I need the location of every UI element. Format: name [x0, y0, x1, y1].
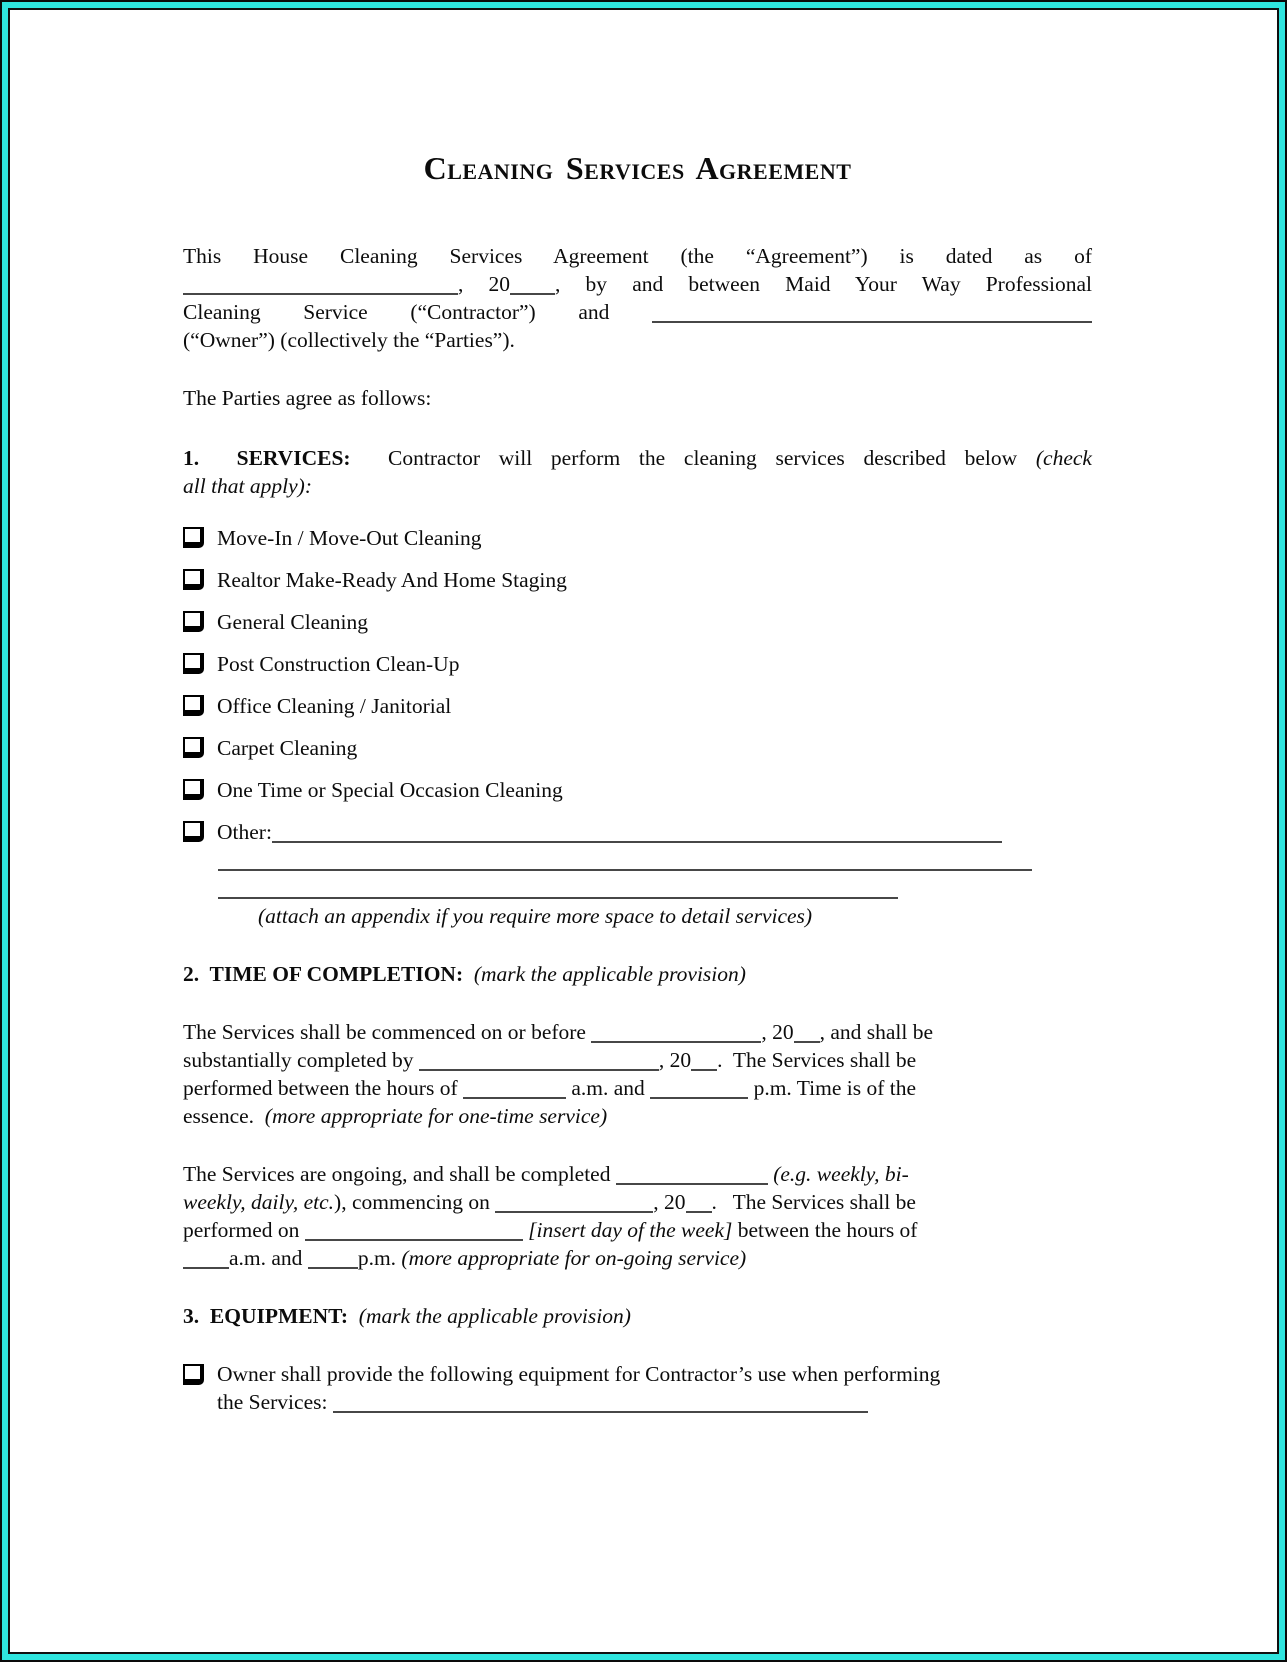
intro-line: [183, 242, 1092, 270]
text-run: weekly, daily, etc.: [183, 1190, 335, 1214]
fill-in-blank[interactable]: [463, 1083, 566, 1099]
one-time-paragraph: [183, 1018, 1092, 1130]
text-run: 1. SERVICES:: [183, 446, 351, 470]
text-run: . The Services shall be: [717, 1048, 917, 1072]
service-label: Office Cleaning / Janitorial: [217, 694, 452, 718]
services-checklist: [183, 524, 1092, 846]
fill-in-blank[interactable]: [510, 279, 555, 295]
text-run: , by and between Maid Your Way Professional: [555, 272, 1093, 296]
service-label: Carpet Cleaning: [217, 736, 358, 760]
text-run: . The Services shall be: [711, 1190, 916, 1214]
checkbox-icon[interactable]: [183, 527, 204, 548]
fill-in-blank[interactable]: [305, 1225, 523, 1241]
page-content: [8, 8, 1279, 1654]
para-line: [183, 1102, 1092, 1130]
text-run: This House Cleaning Services Agreement (the “Agreement”) is dated as of: [183, 244, 1092, 268]
text-run: a.m. and: [229, 1246, 308, 1270]
text-run: (more appropriate for one-time service): [264, 1104, 608, 1128]
checkbox-icon[interactable]: [183, 611, 204, 632]
text-run: Cleaning Service (“Contractor”) and: [183, 300, 652, 324]
text-run: The Services shall be commenced on or before: [183, 1020, 592, 1044]
service-label: [217, 820, 1002, 844]
fill-in-blank[interactable]: [183, 279, 458, 295]
text-run: , 20: [653, 1190, 686, 1214]
para-line: [183, 1046, 1092, 1074]
service-label: One Time or Special Occasion Cleaning: [217, 778, 563, 802]
text-run: ), commencing on: [334, 1190, 496, 1214]
fill-in-blank[interactable]: [183, 1253, 229, 1269]
text-run: (more appropriate for on-going service): [401, 1246, 747, 1270]
fill-in-blank[interactable]: [686, 1197, 712, 1213]
intro-line: [183, 270, 1092, 298]
equipment-checkbox-row: [183, 1360, 1092, 1416]
para-line: [183, 1244, 1092, 1272]
checkbox-icon[interactable]: [183, 1364, 204, 1385]
document-title: Cleaning Services Agreement: [423, 150, 852, 186]
service-label: Move-In / Move-Out Cleaning: [217, 526, 482, 550]
text-run: between the hours of: [732, 1218, 918, 1242]
service-label: General Cleaning: [217, 610, 369, 634]
parties-agree-line: The Parties agree as follows:: [183, 386, 432, 410]
fill-in-blank[interactable]: [650, 1083, 748, 1099]
section1-heading-line: [183, 472, 1092, 500]
fill-in-blank[interactable]: [616, 1169, 768, 1185]
service-label: Post Construction Clean-Up: [217, 652, 460, 676]
other-continuation-line: [218, 874, 1092, 902]
para-line: [183, 1188, 1092, 1216]
text-run: p.m. Time is of the: [748, 1076, 917, 1100]
fill-in-blank[interactable]: [591, 1027, 761, 1043]
para-line: [183, 1074, 1092, 1102]
fill-in-blank[interactable]: [218, 855, 1032, 871]
text-run: substantially completed by: [183, 1048, 419, 1072]
text-run: (mark the applicable provision): [473, 962, 746, 986]
intro-paragraph: [183, 242, 1092, 354]
fill-in-blank[interactable]: [652, 307, 1092, 323]
section3-heading: [183, 1302, 1092, 1330]
text-run: Other:: [217, 820, 272, 844]
text-run: , 20: [761, 1020, 794, 1044]
checkbox-icon[interactable]: [183, 821, 204, 842]
text-run: Owner shall provide the following equipment for Contractor’s use when performing: [217, 1362, 941, 1386]
service-row-other: [183, 818, 1092, 846]
fill-in-blank[interactable]: [495, 1197, 653, 1213]
service-row-move-in: [183, 524, 1092, 552]
text-run: essence.: [183, 1104, 265, 1128]
other-continuation-line: [218, 846, 1092, 874]
service-row-post-construction: [183, 650, 1092, 678]
text-run: Contractor will perform the cleaning services described below: [350, 446, 1036, 470]
page-border: [2, 2, 1285, 1660]
para-line: [183, 1160, 1092, 1188]
checkbox-icon[interactable]: [183, 653, 204, 674]
text-run: (check: [1035, 446, 1092, 470]
service-row-realtor: [183, 566, 1092, 594]
checkbox-icon[interactable]: [183, 779, 204, 800]
service-row-general: [183, 608, 1092, 636]
text-run: p.m.: [357, 1246, 402, 1270]
fill-in-blank[interactable]: [218, 883, 898, 899]
text-run: , 20: [458, 272, 511, 296]
appendix-note: (attach an appendix if you require more space to detail services): [258, 904, 813, 928]
ongoing-paragraph: [183, 1160, 1092, 1272]
text-run: , 20: [658, 1048, 692, 1072]
text-run: performed on: [183, 1218, 305, 1242]
para-line: [217, 1388, 1092, 1416]
service-row-carpet: [183, 734, 1092, 762]
text-run: (mark the applicable provision): [358, 1304, 631, 1328]
checkbox-icon[interactable]: [183, 569, 204, 590]
text-run: (“Owner”) (collectively the “Parties”).: [183, 328, 515, 352]
text-run: [348, 1304, 359, 1328]
intro-line: [183, 298, 1092, 326]
service-row-office: [183, 692, 1092, 720]
fill-in-blank[interactable]: [794, 1027, 820, 1043]
fill-in-blank[interactable]: [419, 1055, 659, 1071]
fill-in-blank[interactable]: [333, 1397, 868, 1413]
text-run: performed between the hours of: [183, 1076, 463, 1100]
text-run: [insert day of the week]: [528, 1218, 733, 1242]
checkbox-icon[interactable]: [183, 695, 204, 716]
fill-in-blank[interactable]: [272, 827, 1002, 843]
intro-line: [183, 326, 1092, 354]
text-run: The Services are ongoing, and shall be completed: [183, 1162, 616, 1186]
fill-in-blank[interactable]: [308, 1253, 358, 1269]
text-run: the Services:: [217, 1390, 333, 1414]
service-row-one-time: [183, 776, 1092, 804]
section1-heading: [183, 444, 1092, 500]
text-run: 3. EQUIPMENT:: [183, 1304, 349, 1328]
text-run: , and shall be: [819, 1020, 934, 1044]
text-run: [463, 962, 474, 986]
checkbox-icon[interactable]: [183, 737, 204, 758]
text-run: 2. TIME OF COMPLETION:: [183, 962, 464, 986]
text-run: all that apply):: [183, 474, 312, 498]
text-run: (e.g. weekly, bi-: [773, 1162, 909, 1186]
para-line: [183, 1018, 1092, 1046]
equipment-text: [217, 1360, 1092, 1416]
para-line: [217, 1360, 1092, 1388]
service-label: Realtor Make-Ready And Home Staging: [217, 568, 567, 592]
text-run: a.m. and: [566, 1076, 651, 1100]
section1-heading-line: [183, 444, 1092, 472]
para-line: [183, 1216, 1092, 1244]
fill-in-blank[interactable]: [691, 1055, 717, 1071]
section2-heading: [183, 960, 1092, 988]
